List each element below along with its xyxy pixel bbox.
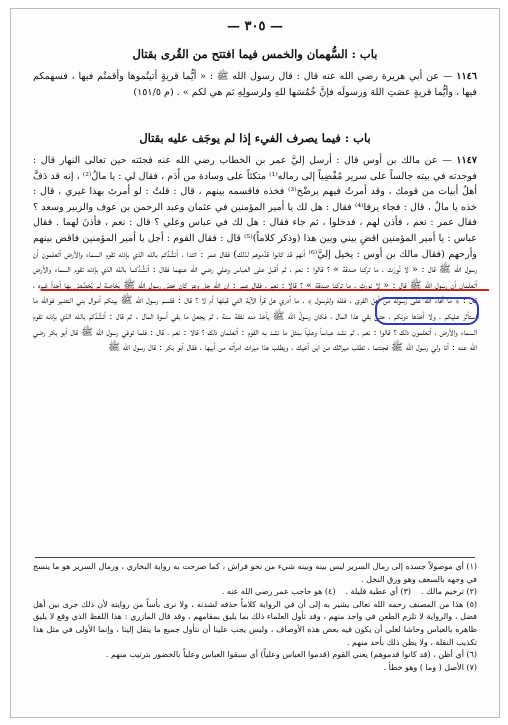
footnote-6: (٦) أي أظن ، (قد كانوا قدموهم) يعني القوم (قدموا العباس وعلياً) أي سبقوا العباس وعلياً بالحضور بترتيب منهم .	[105, 650, 477, 660]
footnote-separator	[35, 557, 475, 558]
hadith-text-1146: عن أبي هريرة رضي الله عنه قال : قال رسول الله ﷺ : « أيُّما قريةٍ أتيتُموها وأقمتُم فيها ، فسهمكم فيها ، وأيُّما قريةٍ عصَتِ اللهَ ورسولَه فإنَّ خُمُسَها للهِ ولرسولِهِ ثم هي لكم » . (م ١٥١/٥)	[33, 71, 477, 98]
circled-remark: (وذكر كلاماً)⁽⁵⁾	[244, 232, 301, 244]
footnote-5: (٥) هذا من المصنف رحمه الله تعالى يشير به إلى أن في الرواية كلاماً حذفه لشدته ، ولا نرى بأساً من روايته لأن ذلك جرى بين أهل فضل ، والرواية لا تلزم الطعن في واحد منهم ، وقد تأول العلماء ذلك بما يليق بمقامهم ، وقد قال المازري : هذا اللفظ الذي وقع لا يليق ظاهره بالعباس وحاشا لعلي أن يكون فيه بعض هذه الأوصاف ، وليس يجب علينا أن نتأول جميع ما ينقل إلينا ، وإنما الأولى في مثل هذا تكذيب النقلة ، ولا يظن ذلك بأحد منهم .	[33, 599, 477, 647]
footnote-2: (٢) ترخيم مالك .	[421, 587, 477, 597]
footnote-7: (٧) الأصل ( وما ) وهو خطأ .	[383, 662, 477, 672]
page-number: — ٣٠٥ —	[226, 19, 283, 34]
red-underline-annotation	[41, 289, 489, 291]
hadith-text-part-1: عن مالك بن أوس قال : أرسل إليَّ عمر بن الخطاب رضي الله عنه فجئته حين تعالى النهار قال : فوجدته في بيته جالساً على سرير مُفْضِياً إلى رماله⁽¹⁾ متكئاً على وسادة من أَدَم ، فقال لي : يا مالُ⁽²⁾ ، إنه قد دَفَّ أهلُ أبيات من قومك ، وقد أمرتُ فيهم برضْخ⁽³⁾ فخذه فاقسمه بينهم ، قال : قلتُ : لو أمرتَ بهذا غيري ، قال : خذه يا مالُ ، قال : فجاء يرفا⁽⁴⁾ فقال : هل لك يا أمير المؤمنين في عثمان وعبد الرحمن بن عوف والزبير وسعد ؟ فقال عمر : نعم ، فأذن لهم ، فدخلوا ، ثم جاء فقال : هل لك في عباس وعلي ؟ قال : نعم ، فأذنَ لهما . فقال عباس : يا أمير المؤمنين اقضِ بيني وبين هذا	[33, 155, 477, 244]
hadith-number-1147: ١١٤٧	[456, 155, 477, 166]
footnote-4: (٤) هو حاجب عمر رضي الله عنه .	[221, 587, 336, 597]
footnote-3: (٣) أي عطية قليلة .	[345, 587, 412, 597]
footnote-1: (١) أي موصولاً جسده إلى رمال السرير ليس بينه وبينه شيء من نحو فراش ، كما صرحت به رواية البخاري ، ورمال السرير هو ما ينسج في وجهه بالسعف وهو ورق النخل .	[33, 562, 477, 584]
chapter-heading-2: باب : فيما يصرف الفيء إذا لم يوجَف عليه بقتال	[139, 131, 371, 145]
footnotes	[33, 561, 477, 674]
hadith-1147: ١١٤٧ — عن مالك بن أوس قال : أرسل إليَّ عمر بن الخطاب رضي الله عنه فجئته حين تعالى النهار قال : فوجدته في بيته جالساً على سرير مُفْضِياً إلى رماله⁽¹⁾ متكئاً على وسادة من أَدَم ، فقال لي : يا مالُ⁽²⁾ ، إنه قد دَفَّ أهلُ أبيات من قومك ، وقد أمرتُ فيهم برضْخ⁽³⁾ فخذه فاقسمه بينهم ، قال : قلتُ : لو أمرتَ بهذا غيري ، قال : خذه يا مالُ ، قال : فجاء يرفا⁽⁴⁾ فقال : هل لك يا أمير المؤمنين في عثمان وعبد الرحمن بن عوف والزبير وسعد ؟ فقال عمر : نعم ، فأذن لهم ، فدخلوا ، ثم جاء فقال : هل لك في عباس وعلي ؟ قال : نعم ، فأذنَ لهما . فقال عباس : يا أمير المؤمنين اقضِ بيني وبين هذا (وذكر كلاماً)⁽⁵⁾ قال : فقال القوم : أجل يا أمير المؤمنين فاقض بينهم وأرحهم (فقال مالك بن أوس : يخيل إليَّ⁽⁶⁾ أنهم قد كانوا قدَّموهم لذلك) فقال عمر : اتئدا ، أنشُدُكم بالله الذي بإذنه تقوم السماء والأرض أتعلمون أن رسول الله ﷺ قال : « لا نُورَث ، ما تركنا صدقة » ؟ قالوا : نعم ، ثم أقبل على العباس وعلي رضي الله عنهما فقال : أنشُدُكما بالله الذي بإذنه تقوم السماء والأرض أتعلمان أن رسول الله ﷺ قال : « لا نورث ، ما تركنا صدقة » ؟ قالا : نعم ، فقال عمر : إن الله جل وعز كان خصّ رسول الله ﷺ بخاصة لم يُخصِّصْ بها أحداً غيره ، قال : ﴿ ما أفاء اللهُ على رسوله من أهل القرى ، فلله وللرسول ﴾ ، ما أدري هل قرأ الآية التي قبلها أم لا ؟ قال : فقسم رسول الله ﷺ بينكم أموال بني النضير فوالله ما استأثر عليكم ، ولا أخذها دونكم ، حتى بقي هذا المال ، فكان رسولُ الله ﷺ يأخذ منه نفقة سنة ، ثم يجعل ما بقي أسوة المال . ثم قال : أنشُدُكم بالله الذي بإذنه تقوم السماء والأرض ، أتعلمون ذلك ؟ قالوا : نعم ، ثم نشد عباساً وعلياً بمثل ما نشد به القوم : أتعلمان ذلك ؟ قالا : نعم ، قال : فلما توفي رسول الله ﷺ قال أبو بكر رضي الله عنه : أنا ولي رسول الله ﷺ فجئتما ، تطلب ميراثك من ابن أخيك ، ويطلب هذا ميراث امرأته من أبيها ، فقال أبو بكر : قال رسول الله ﷺ	[33, 155, 477, 354]
hadith-text-part-2: قال : فقال القوم : أجل يا أمير المؤمنين فاقض بينهم وأرحهم (فقال مالك بن أوس : يخيل إليَّ⁽⁶⁾ أنهم قد كانوا قدَّموهم لذلك) فقال عمر : اتئدا ، أنشُدُكم بالله الذي بإذنه تقوم السماء والأرض أتعلمون أن رسول الله ﷺ قال : « لا نُورَث ، ما تركنا صدقة » ؟ قالوا : نعم ، ثم أقبل على العباس وعلي رضي الله عنهما فقال : أنشُدُكما بالله الذي بإذنه تقوم السماء والأرض أتعلمان أن رسول الله ﷺ قال : « لا نورث ، ما تركنا صدقة » ؟ قالا : نعم ، فقال عمر : إن الله جل وعز كان خصّ رسول الله ﷺ بخاصة لم يُخصِّصْ بها أحداً غيره ، قال : ﴿ ما أفاء اللهُ على رسوله من أهل القرى ، فلله وللرسول ﴾ ، ما أدري هل قرأ الآية التي قبلها أم لا ؟ قال : فقسم رسول الله ﷺ بينكم أموال بني النضير فوالله ما استأثر عليكم ، ولا أخذها دونكم ، حتى بقي هذا المال ، فكان رسولُ الله ﷺ يأخذ منه نفقة سنة ، ثم يجعل ما بقي أسوة المال . ثم قال : أنشُدُكم بالله الذي بإذنه تقوم السماء والأرض ، أتعلمون ذلك ؟ قالوا : نعم ، ثم نشد عباساً وعلياً بمثل ما نشد به القوم : أتعلمان ذلك ؟ قالا : نعم ، قال : فلما توفي رسول الله ﷺ قال أبو بكر رضي الله عنه : أنا ولي رسول الله ﷺ فجئتما ، تطلب ميراثك من ابن أخيك ، ويطلب هذا ميراث امرأته من أبيها ، فقال أبو بكر : قال رسول الله ﷺ	[33, 232, 477, 354]
hadith-number-1146: ١١٤٦	[456, 71, 477, 82]
footnotes-row	[33, 586, 477, 599]
chapter-heading-1: باب : السُّهمان والخمس فيما افتتح من القُرى بقتال	[132, 47, 378, 61]
hadith-1146: ١١٤٦ — عن أبي هريرة رضي الله عنه قال : قال رسول الله ﷺ : « أيُّما قريةٍ أتيتُموها وأقمتُم فيها ، فسهمكم فيها ، وأيُّما قريةٍ عصَتِ اللهَ ورسولَه فإنَّ خُمُسَها للهِ ولرسولِهِ ثم هي لكم » . (م ١٥١/٥)	[33, 71, 477, 98]
book-page	[10, 8, 500, 718]
blue-circle-annotation	[375, 297, 479, 325]
